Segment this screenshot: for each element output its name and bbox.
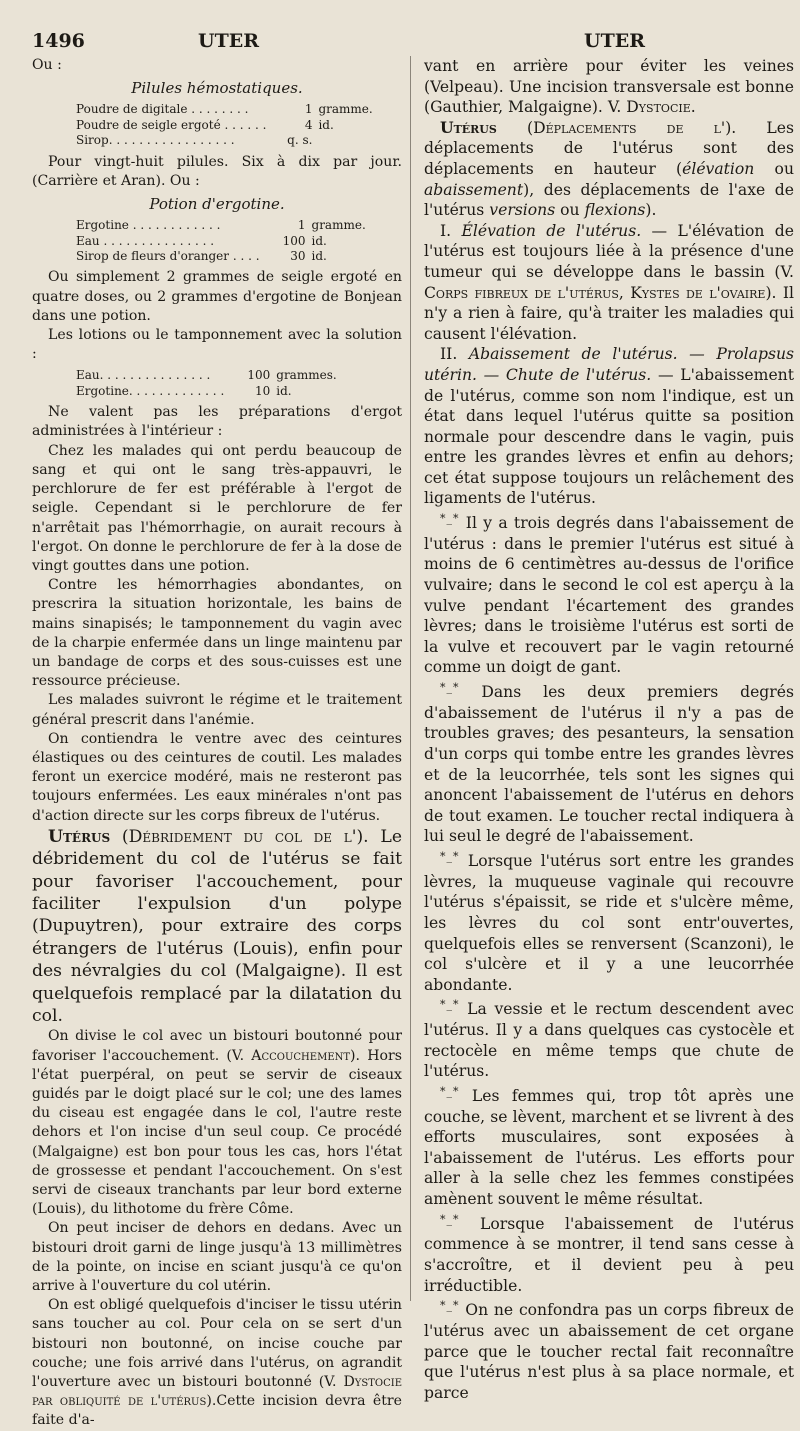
recipe-table: [76, 368, 337, 399]
entry-headword: Utérus: [440, 117, 497, 137]
entry-subject: (Déplacements de l').: [527, 118, 737, 137]
paragraph: Pour vingt-huit pilules. Six à dix par jour. (Carrière et Aran). Ou :: [32, 153, 402, 189]
section-number: I.: [440, 221, 452, 240]
recipe-row: Sirop. . . . . . . . . . . . . . . . . q. s.: [76, 133, 313, 148]
running-head-right: UTER: [584, 30, 645, 52]
recipe-row: Ergotine. . . . . . . . . . . . . 10 id.: [76, 383, 292, 398]
running-head-left: UTER: [198, 30, 259, 52]
section-paragraph: II. Abaissement de l'utérus. — Prolapsus utérin. — Chute de l'utérus. — L'abaissement de l'utérus, comme son nom l'indique, est un état dans lequel l'utérus quitte sa position normale pour descendre dans le vagin, puis entre les grandes lèvres et enfin au dehors; cet état suppose toujours un relâchement des ligaments de l'utérus.: [424, 345, 794, 508]
paragraph: Ne valent pas les préparations d'ergot administrées à l'intérieur :: [32, 404, 402, 440]
asterism-mark: *_*: [440, 512, 460, 526]
recipe-row: Ergotine . . . . . . . . . . . . 1 gramme.: [76, 218, 366, 233]
recipe-row: Eau. . . . . . . . . . . . . . . 100 grammes.: [76, 368, 337, 383]
recipe-title: Pilules hémostatiques.: [131, 79, 303, 98]
paragraph: *_* Lorsque l'utérus sort entre les grandes lèvres, la muqueuse vaginale qui recouvre l'utérus s'épaissit, se ride et s'ulcère même, les lèvres du col sont entr'ouvertes, quelquefois elles se renversent (Scanzoni), le col s'ulcère et il y a une leucorrhée abondante.: [424, 849, 794, 994]
running-header: [26, 30, 794, 56]
paragraph: On est obligé quelquefois d'inciser le tissu utérin sans toucher au col. Pour cela on se sert d'un bistouri non boutonné, on incise couche par couche; une fois arrivé dans l'utérus, on agrandit l'ouverture avec un bistouri boutonné (V. Dystocie par obliquité de l'utérus).Cette incision devra être faite d'a-: [32, 1297, 403, 1429]
paragraph: Ou :: [32, 57, 62, 73]
recipe-table: [76, 218, 366, 264]
asterism-mark: *_*: [440, 681, 460, 694]
paragraph: On peut inciser de dehors en dedans. Avec un bistouri droit garni de linge jusqu'à 13 millimètres de la pointe, on incise en sciant jusqu'à ce qu'on arrive à l'ouverture du col utérin.: [32, 1220, 402, 1295]
paragraph: On contiendra le ventre avec des ceintures élastiques ou des ceintures de coutil. Les malades feront un exercice modéré, mais ne resteront pas toujours enfermées. Les eaux minérales n'ont pas d'action directe sur les corps fibreux de l'utérus.: [32, 730, 402, 824]
paragraph: *_* On ne confondra pas un corps fibreux de l'utérus avec un abaissement de cet organe parce que le toucher rectal fait reconnaître que l'utérus n'est plus à sa place normale, et parce: [424, 1299, 794, 1402]
cross-reference: Dystocie: [626, 98, 691, 117]
section-title: Abaissement de l'utérus. — Prolapsus utérin. — Chute de l'utérus.: [424, 345, 794, 384]
cross-reference: Corps fibreux de l'utérus, Kystes de l'ovaire: [424, 283, 766, 302]
paragraph: *_* Les femmes qui, trop tôt après une couche, se lèvent, marchent et se livrent à des efforts musculaires, sont exposées à l'abaissement de l'utérus. Les efforts pour aller à la selle chez les femmes constipées amènent souvent le même résultat.: [424, 1084, 794, 1208]
cross-reference: Accouchement: [251, 1047, 351, 1064]
paragraph: Les malades suivront le régime et le traitement général prescrit dans l'anémie.: [32, 692, 402, 728]
left-column: [32, 56, 402, 1431]
paragraph: *_* Lorsque l'abaissement de l'utérus commence à se montrer, il tend sans cesse à s'accroître, et il devient peu à peu irréductible.: [424, 1212, 794, 1295]
right-column: [424, 56, 794, 1403]
recipe-row: Eau . . . . . . . . . . . . . . . 100 id.: [76, 233, 327, 248]
recipe-table: [76, 102, 373, 148]
paragraph: Les lotions ou le tamponnement avec la solution :: [32, 327, 402, 363]
recipe-row: Sirop de fleurs d'oranger . . . . 30 id.: [76, 249, 327, 264]
section-title: Élévation de l'utérus.: [461, 221, 642, 240]
entry-headword: Utérus: [48, 826, 111, 847]
asterism-mark: *_*: [440, 1084, 460, 1098]
paragraph: Chez les malades qui ont perdu beaucoup de sang et qui ont le sang très-appauvri, le perchlorure de fer est préférable à l'ergot de seigle. Cependant si le perchlorure de fer n'arrêtait pas l'hémorrhagie, on aurait recours à l'ergot. On donne le perchlorure de fer à la dose de vingt gouttes dans une potion.: [32, 442, 402, 574]
paragraph: Contre les hémorrhagies abondantes, on prescrira la situation horizontale, les bains de mains sinapisés; le tamponnement du vagin avec de la charpie enfermée dans un linge maintenu par un bandage de corps et des sous-cuisses est une ressource précieuse.: [32, 577, 402, 690]
paragraph: On divise le col avec un bistouri boutonné pour favoriser l'accouchement. (V. Accouchement). Hors l'état puerpéral, on peut se servir de ciseaux guidés par le doigt placé sur le col; une des lames du ciseau est engagée dans le col, l'autre reste dehors et l'on incise d'un seul coup. Ce procédé (Malgaigne) est bon pour tous les cas, hors l'état de grossesse et pendant l'accouchement. On s'est servi de ciseaux tranchants par leur bord externe (Louis), du lithotome du frère Côme.: [32, 1028, 402, 1218]
section-number: II.: [440, 345, 458, 364]
paragraph: Ou simplement 2 grammes de seigle ergoté en quatre doses, ou 2 grammes d'ergotine de Bonjean dans une potion.: [32, 269, 402, 324]
paragraph: *_* La vessie et le rectum descendent avec l'utérus. Il y a dans quelques cas cystocèle et rectocèle en même temps que chute de l'utérus.: [424, 998, 794, 1081]
page-number: 1496: [32, 30, 85, 52]
asterism-mark: *_*: [440, 1299, 460, 1313]
recipe-title: Potion d'ergotine.: [149, 195, 285, 214]
column-divider: [410, 56, 411, 1301]
cross-reference: Dystocie par obliquité de l'utérus: [32, 1374, 403, 1410]
asterism-mark: *_*: [440, 849, 460, 863]
entry-paragraph: Utérus (Déplacements de l'). Les déplacements de l'utérus sont des déplacements en hauteur (élévation ou abaissement), des déplacements de l'axe de l'utérus versions ou flexions).: [424, 117, 794, 220]
asterism-mark: *_*: [440, 998, 460, 1012]
recipe-row: Poudre de digitale . . . . . . . . 1 gramme.: [76, 102, 373, 117]
recipe-row: Poudre de seigle ergoté . . . . . . 4 id.: [76, 117, 334, 132]
section-paragraph: I. Élévation de l'utérus. — L'élévation de l'utérus est toujours liée à la présence d'une tumeur qui se développe dans le bassin (V. Corps fibreux de l'utérus, Kystes de l'ovaire). Il n'y a rien à faire, qu'à traiter les maladies qui causent l'élévation.: [424, 221, 794, 343]
paragraph: *_* Dans les deux premiers degrés d'abaissement de l'utérus il n'y a pas de troubles graves; des pesanteurs, la sensation d'un corps qui tombe entre les grandes lèvres et de la leucorrhée, tels sont les signes qui anoncent l'abaissement de l'utérus en dehors de tout examen. Le toucher rectal indiquera à lui seul le degré de l'abaissement.: [424, 681, 794, 846]
entry-subject: (Débridement du col de l').: [121, 826, 369, 847]
two-column-body: [26, 56, 794, 1429]
entry-text: Le débridement du col de l'utérus se fait pour favoriser l'accouchement, pour faciliter l'expulsion d'un polype (Dupuytren), pour extraire des corps étrangers de l'utérus (Louis), enfin pour des névralgies du col (Malgaigne). Il est quelquefois remplacé par la dilatation du col.: [32, 826, 402, 1026]
paragraph: *_* Il y a trois degrés dans l'abaissement de l'utérus : dans le premier l'utérus est situé à moins de 6 centimètres au-dessus de l'orifice vulvaire; dans le second le col est aperçu à la vulve pendant l'écartement des grandes lèvres; dans le troisième l'utérus est sorti de la vulve et recouvert par le vagin retourné comme un doigt de gant.: [424, 512, 794, 677]
paragraph: vant en arrière pour éviter les veines (Velpeau). Une incision transversale est bonne (Gauthier, Malgaigne). V. Dystocie.: [424, 57, 794, 117]
asterism-mark: *_*: [440, 1212, 460, 1226]
entry-paragraph: [32, 826, 402, 1028]
